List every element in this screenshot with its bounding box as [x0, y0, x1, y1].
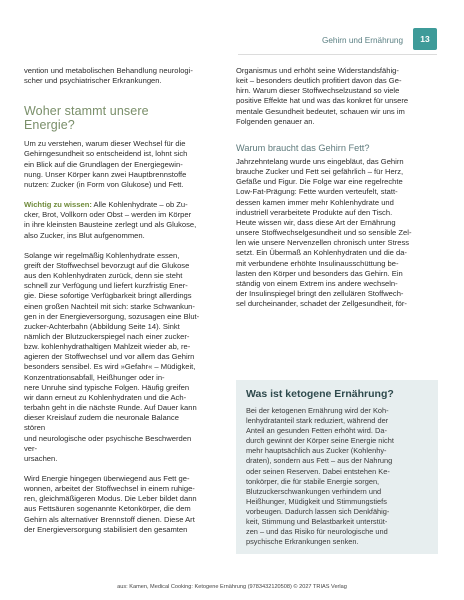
- paragraph-fat-metabolism: [24, 474, 202, 535]
- text-line: Organismus und erhöht seine Widerstandsfähig-: [236, 66, 399, 75]
- text-line: greift der Stoffwechsel bevorzugt auf die Glukose: [24, 260, 190, 270]
- text-line: scher und psychiatrischer Erkrankungen.: [24, 76, 162, 86]
- text-line: unsere Stoffwechselgesundheit und so sensible Zel-: [236, 228, 412, 238]
- text-line: der Energieversorgung stabilisiert den gesamten: [24, 524, 188, 534]
- subheading: Warum braucht das Gehirn Fett?: [236, 142, 370, 153]
- text-line: Solange wir regelmäßig Kohlenhydrate essen,: [24, 250, 180, 260]
- info-box-title: Was ist ketogene Ernährung?: [246, 388, 394, 400]
- text-line: ein Blick auf die Grundlagen der Energiegewin-: [24, 159, 183, 169]
- text-line: sel durcheinander, schadet der Zellgesundheit, för-: [236, 299, 407, 309]
- text-line: und neurologische oder psychische Beschwerden ver-: [24, 433, 192, 453]
- paragraph-brain-fat: [236, 157, 438, 309]
- intro-paragraph: [24, 66, 202, 86]
- text-line: Konzentrationsabfall, Heißhunger oder in-: [24, 372, 165, 382]
- info-box: [236, 380, 438, 554]
- text-line: tonkörper, die für stabile Energie sorgen,: [246, 476, 380, 486]
- important-note: [24, 200, 202, 241]
- text-line: len wie unsere Nervenzellen chronisch unter Stress: [236, 238, 410, 248]
- text-line: in ihre kleinsten Bausteine zerlegt und als Glukose,: [24, 220, 197, 230]
- text-line: ren, gleichmäßigeren Modus. Die Leber bildet dann: [24, 494, 197, 504]
- important-label: Wichtig zu wissen:: [24, 200, 92, 210]
- text-line: schnell zur Verfügung und liefert kurzfristig Ener-: [24, 281, 188, 291]
- text-line: einen großen Nachteil mit sich: starke Schwankun-: [24, 301, 195, 311]
- text-line: Folgenden genauer an.: [236, 116, 315, 126]
- text-line: keit, Stimmung und Belastbarkeit unterstüt-: [246, 517, 388, 527]
- text-line: brauche Zucker und Fett sei gefährlich – für Herz,: [236, 167, 404, 177]
- text-line: cker, Brot, Vollkorn oder Obst – werden im Körper: [24, 210, 192, 220]
- text-line: nämlich der Blutzuckerspiegel nach einer zucker-: [24, 331, 190, 341]
- text-line: nutzen: Zucker (in Form von Glukose) und Fett.: [24, 179, 184, 189]
- text-line: Anteil an gesunden Fetten erhöht wird. Da-: [246, 426, 387, 436]
- text-line: aus Fettsäuren sogenannte Ketonkörper, die dem: [24, 504, 191, 514]
- text-line: wonnen, arbeitet der Stoffwechsel in einem ruhige-: [24, 484, 195, 494]
- text-line: mehr hauptsächlich aus Zucker (Kohlenhy-: [246, 446, 387, 456]
- text-line: Alle Kohlenhydrate – ob Zu-: [91, 200, 188, 210]
- text-line: vention und metabolischen Behandlung neurologi-: [24, 66, 193, 75]
- text-line: zen – und das Risiko für neurologische und: [246, 527, 388, 537]
- text-line: lenhydratanteil stark reduziert, während der: [246, 416, 389, 426]
- text-line: vorbeugen. Dadurch lassen sich Denkfähig-: [246, 506, 390, 516]
- text-line: bzw. kohlenhydrathaltigen Mahlzeit wieder ab, re-: [24, 342, 191, 352]
- text-line: psychische Erkrankungen senken.: [246, 537, 359, 547]
- text-line: Gefäße und Figur. Die Folge war eine regelrechte: [236, 177, 403, 187]
- text-line: positive Effekte hat und was das konkret für unsere: [236, 96, 409, 106]
- section-heading: Woher stammt unsere Energie?: [24, 104, 149, 133]
- text-line: keit – besonders deutlich profitiert davon das Ge-: [236, 76, 402, 86]
- header-divider: [238, 54, 437, 55]
- text-line: durch gewinnt der Körper seine Energie nicht: [246, 436, 394, 446]
- running-header-title: Gehirn und Ernährung: [322, 36, 404, 45]
- text-line: oder seinen Reserven. Dabei entstehen Ke-: [246, 466, 390, 476]
- text-line: der Insulinspiegel bringt den zellulären Stoffwech-: [236, 288, 404, 298]
- info-box-text: [246, 406, 428, 547]
- text-line: terbahn geht in die nächste Runde. Auf Dauer kann: [24, 403, 197, 413]
- text-line: also Zucker, ins Blut aufgenommen.: [24, 230, 145, 240]
- text-line: ständig von einem Extrem ins andere wechseln-: [236, 278, 398, 288]
- paragraph-energy-basics: [24, 139, 202, 190]
- text-line: nung. Unser Körper kann zwei Hauptbrennstoffe: [24, 169, 187, 179]
- text-line: gie. Diese sofortige Verfügbarkeit bringt allerdings: [24, 291, 192, 301]
- text-line: lasten den Körper und besonders das Gehirn. Ein: [236, 268, 403, 278]
- right-column: [236, 66, 438, 309]
- left-column: [24, 66, 202, 535]
- text-line: draten), sondern aus Fett – aus der Nahrung: [246, 456, 393, 466]
- paragraph-blood-sugar: [24, 251, 202, 464]
- text-line: Blutzuckerschwankungen verhindern und: [246, 486, 382, 496]
- text-line: Gehirngesundheit so entscheidend ist, lohnt sich: [24, 149, 188, 159]
- footer-source: aus: Kamen, Medical Cooking: Ketogene Ernährung (9783432120508) © 2027 TRIAS Verlag: [117, 584, 347, 590]
- page-number-badge: 13: [413, 28, 437, 50]
- text-line: besonders sensibel. Es wird »Gefahr« – Müdigkeit,: [24, 362, 196, 372]
- text-line: Wird Energie hingegen überwiegend aus Fett ge-: [24, 474, 190, 483]
- text-line: wir dann erneut zu Kohlenhydraten und die Ach-: [24, 392, 187, 402]
- text-line: dieser Kreislauf zudem die neuronale Balance stören: [24, 413, 179, 433]
- text-line: Heute wissen wir, dass diese Art der Ernährung: [236, 217, 396, 227]
- text-line: Bei der ketogenen Ernährung wird der Koh-: [246, 406, 389, 415]
- text-line: setzt. Ein Übermaß an Kohlenhydraten und die da-: [236, 248, 407, 258]
- text-line: mentale Gesundheit bedeutet, schauen wir uns im: [236, 106, 405, 116]
- text-line: ursachen.: [24, 453, 58, 463]
- text-line: mit verbundene erhöhte Insulinausschüttung be-: [236, 258, 399, 268]
- text-line: aus den Kohlenhydraten zurück, denn sie steht: [24, 271, 183, 281]
- text-line: gen in der Energieversorgung, sozusagen eine Blut-: [24, 311, 200, 321]
- text-line: industriell verarbeitete Produkte auf den Tisch.: [236, 207, 393, 217]
- text-line: nere Unruhe sind typische Folgen. Häufig greifen: [24, 382, 190, 392]
- text-line: hirn. Warum dieser Stoffwechselzustand so viele: [236, 86, 400, 96]
- text-line: dessen kamen immer mehr Kohlenhydrate und: [236, 197, 394, 207]
- text-line: Gehirn als alternativer Brennstoff dienen. Diese Art: [24, 514, 195, 524]
- text-line: zucker-Achterbahn (Abbildung Seite 14). Sinkt: [24, 321, 180, 331]
- text-line: Heißhunger, Müdigkeit und Stimmungstiefs: [246, 496, 387, 506]
- paragraph-continuation: [236, 66, 438, 127]
- text-line: Jahrzehntelang wurde uns eingebläut, das Gehirn: [236, 156, 404, 166]
- text-line: Um zu verstehen, warum dieser Wechsel für die: [24, 139, 186, 149]
- text-line: Low-Fat-Prägung: Fette wurden verteufelt, statt-: [236, 187, 398, 197]
- text-line: agieren der Stoffwechsel und vor allem das Gehirn: [24, 352, 195, 362]
